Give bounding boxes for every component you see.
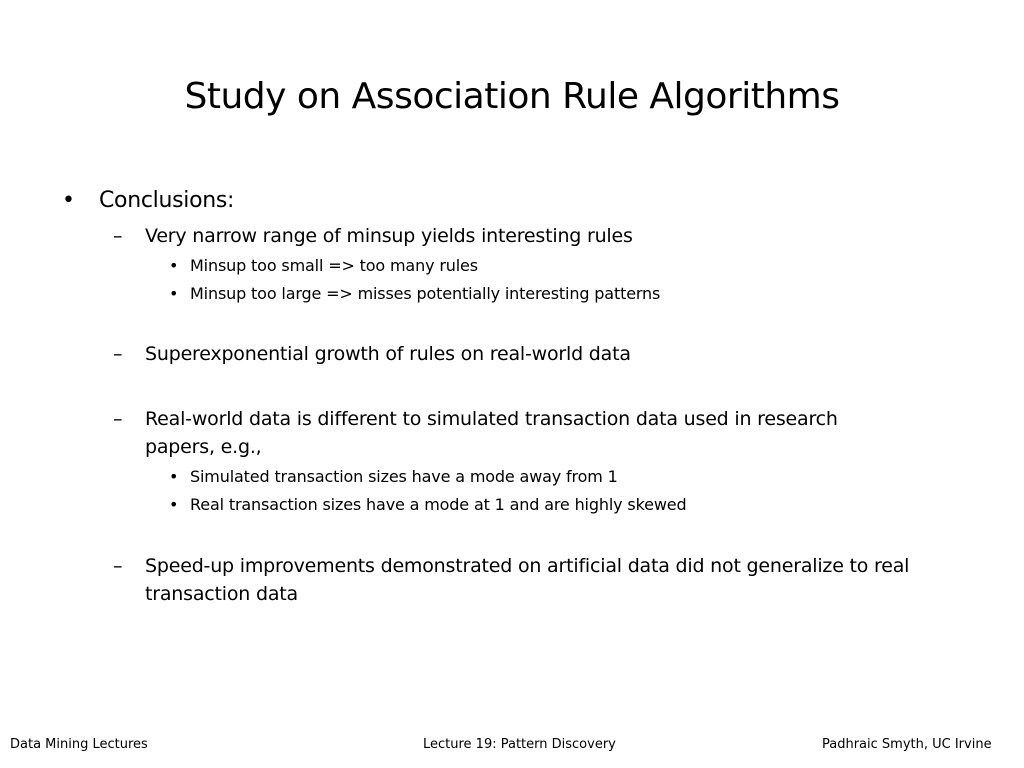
dash-marker: – — [113, 555, 123, 577]
bullet-marker: • — [169, 284, 179, 303]
point-real-world-line2: papers, e.g., — [145, 436, 262, 458]
bullet-marker: • — [62, 188, 75, 213]
dash-marker: – — [113, 343, 123, 365]
dash-marker: – — [113, 225, 123, 247]
footer-left: Data Mining Lectures — [10, 737, 148, 752]
subpoint-minsup-large: Minsup too large => misses potentially interesting patterns — [190, 284, 661, 303]
subpoint-minsup-small: Minsup too small => too many rules — [190, 256, 478, 275]
subpoint-real-sizes: Real transaction sizes have a mode at 1 and are highly skewed — [190, 495, 687, 514]
point-real-world-line1: Real-world data is different to simulated transaction data used in research — [145, 408, 838, 430]
subpoint-simulated-sizes: Simulated transaction sizes have a mode away from 1 — [190, 467, 618, 486]
point-superexponential: Superexponential growth of rules on real-world data — [145, 343, 631, 365]
point-speedup-line2: transaction data — [145, 583, 298, 605]
bullet-marker: • — [169, 256, 179, 275]
slide-title: Study on Association Rule Algorithms — [184, 76, 840, 117]
point-speedup-line1: Speed-up improvements demonstrated on artificial data did not generalize to real — [145, 555, 910, 577]
footer-center: Lecture 19: Pattern Discovery — [423, 737, 616, 752]
bullet-conclusions: Conclusions: — [99, 188, 235, 213]
bullet-marker: • — [169, 495, 179, 514]
dash-marker: – — [113, 408, 123, 430]
bullet-marker: • — [169, 467, 179, 486]
point-narrow-range: Very narrow range of minsup yields interesting rules — [145, 225, 633, 247]
footer-right: Padhraic Smyth, UC Irvine — [822, 737, 992, 752]
